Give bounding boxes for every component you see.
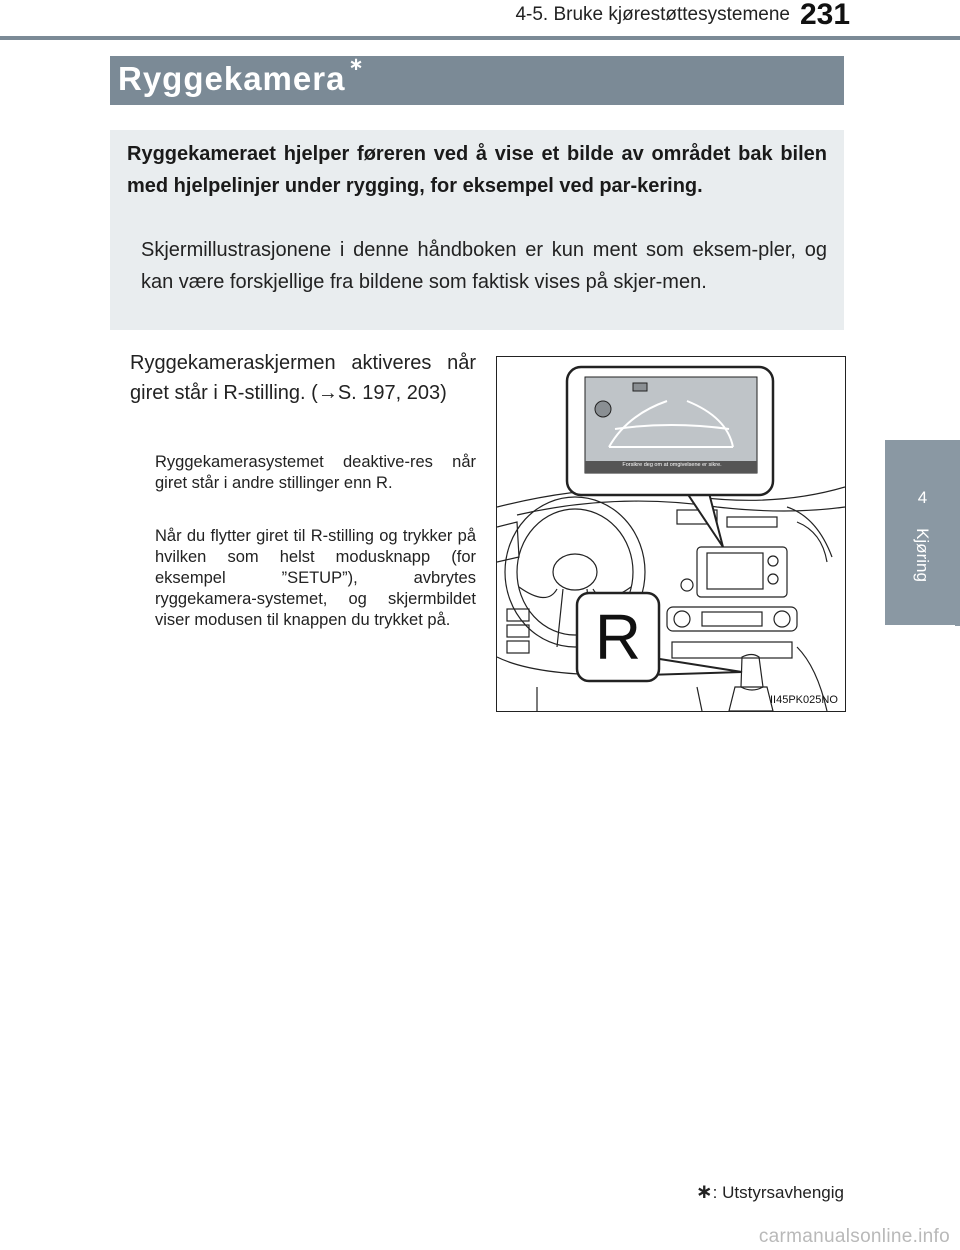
chapter-number: 4	[917, 488, 928, 507]
side-tick-bottom	[955, 624, 960, 626]
dashboard-drawing	[497, 357, 845, 711]
asterisk-icon: ∗	[695, 1181, 713, 1203]
body-paragraph-deactivation: Ryggekamerasystemet deaktive-res når giret står i andre stillinger enn R.	[155, 453, 476, 492]
side-tick-top	[955, 440, 960, 442]
chapter-label: Kjøring	[913, 528, 932, 582]
section-title	[118, 54, 365, 98]
camera-screen-caption: Forsikre deg om at omgivelsene er sikre.	[622, 462, 722, 468]
intro-note-text: Skjermillustrasjonene i denne håndboken er kun ment som eksem-pler, og kan være forskjellige fra bildene som faktisk vises på skjer-men.	[141, 239, 827, 293]
watermark: carmanualsonline.info	[758, 1226, 950, 1247]
section-title-text: Ryggekamera	[118, 60, 346, 97]
dashboard-illustration	[496, 356, 846, 712]
header-section-title: 4-5. Bruke kjørestøttesystemene	[515, 4, 790, 25]
gear-r-label: R	[594, 601, 642, 673]
body-paragraph-activation: Ryggekameraskjermen aktiveres når giret står i R-stilling. (→S. 197, 203)	[130, 352, 476, 404]
asterisk-icon: ∗	[348, 54, 365, 74]
intro-bold-text: Ryggekameraet hjelper føreren ved å vise et bilde av området bak bilen med hjelpelinjer under rygging, for eksempel ved par-kering.	[127, 143, 827, 197]
page-number: 231	[800, 0, 851, 31]
header-rule	[0, 36, 960, 40]
footnote-text: : Utstyrsavhengig	[712, 1183, 844, 1202]
body-paragraph-cancel: Når du flytter giret til R-stilling og trykker på hvilken som helst modusknapp (for eksempel ”SETUP”), avbrytes ryggekamera-systemet, og skjermbildet viser modusen til knappen du trykket på.	[155, 527, 476, 629]
illustration-code: II45PK025NO	[770, 694, 838, 706]
footnote	[660, 1179, 844, 1204]
